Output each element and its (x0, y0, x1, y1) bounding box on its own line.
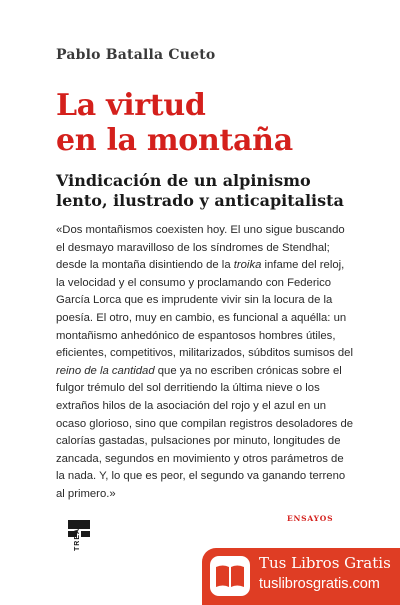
book-title-line-1: La virtud (56, 88, 206, 123)
book-subtitle-line-2: lento, ilustrado y anticapitalista (56, 191, 344, 210)
publisher-logo-text: TREA (74, 527, 81, 551)
watermark-title: Tus Libros Gratis (259, 554, 391, 572)
book-subtitle-line-1: Vindicación de un alpinismo (56, 171, 311, 190)
blurb-italic-troika: troika (233, 259, 262, 272)
book-icon (210, 556, 250, 596)
watermark-url[interactable]: tuslibrosgratis.com (259, 576, 380, 592)
book-title (56, 88, 293, 158)
blurb-text-1: «Dos montañismos coexisten hoy. El uno sigue buscando el desmayo maravilloso de los síndromes de Stendhal; desde la montaña disintiendo de la (56, 224, 345, 272)
blurb-text-2: infame del reloj, la velocidad y el consumo y proclamando con Federico García Lorca que es imprudente vivir sin la locura de la poesía. El otro, muy en cambio, es funcional a aquélla: un montañismo anhedónico de espantosos hombres útiles, eficientes, competitivos, militarizados, súbditos sumisos del (56, 259, 353, 360)
book-icon-tile (210, 556, 250, 596)
author-name: Pablo Batalla Cueto (56, 47, 216, 63)
book-subtitle (56, 171, 344, 211)
blurb-text-3: que ya no escriben crónicas sobre el fulgor trémulo del sol derritiendo la última nieve o los extraños hilos de la asociación del rojo y el azul en un ocaso glorioso, sino que compilan registros desoladores de calorías gastadas, pulsaciones por minuto, longitudes de zancada, segundos en movimiento y otros parámetros de la nada. Y, lo que es peor, el segundo va ganando terreno al primero.» (56, 364, 354, 500)
book-title-line-2: en la montaña (56, 123, 293, 158)
watermark-banner[interactable] (202, 548, 400, 605)
back-cover-blurb (56, 222, 354, 504)
series-label: ENSAYOS (287, 514, 334, 523)
trea-logo-icon (68, 520, 90, 556)
blurb-italic-reino: reino de la cantidad (56, 364, 155, 377)
